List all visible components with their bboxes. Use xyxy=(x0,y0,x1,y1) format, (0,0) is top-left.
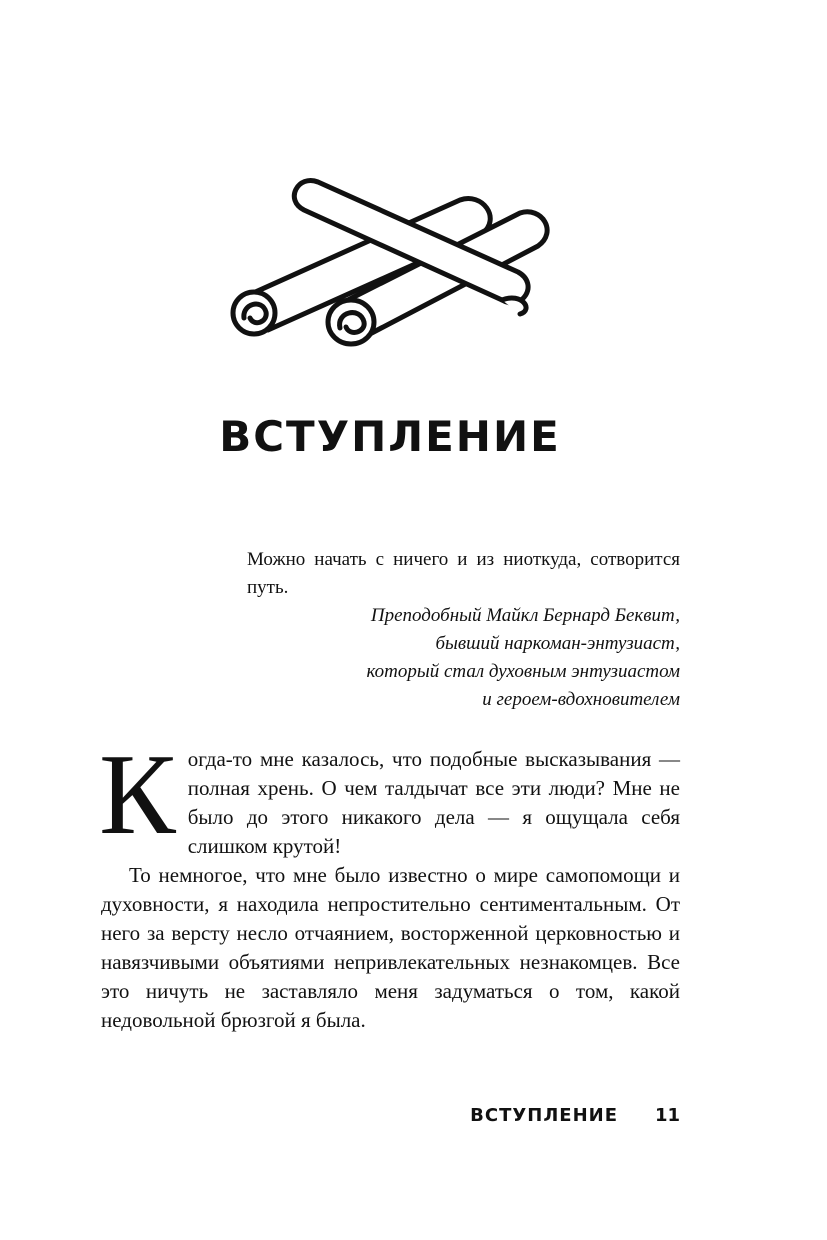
running-head: ВСТУПЛЕНИЕ xyxy=(470,1105,618,1126)
attribution-line: Преподобный Майкл Бернард Беквит, xyxy=(370,605,680,626)
attribution-line: и героем-вдохновителем xyxy=(482,689,680,710)
paragraph-text: огда-то мне казалось, что подобные высказывания — полная хрень. О чем талдычат все эти люди? Мне не было до этого никакого дела — я ощущала себя слишком крутой! xyxy=(187,747,680,858)
drop-cap: К xyxy=(99,731,176,858)
page-footer xyxy=(380,1105,680,1131)
attribution-line: который стал духовным энтузиастом xyxy=(366,661,680,682)
page-number: 11 xyxy=(654,1105,680,1126)
paragraph xyxy=(99,731,680,861)
paragraph: То немногое, что мне было известно о мире самопомощи и духовности, я находила непростительно сентиментальным. От него за версту несло отчаянием, восторженной церковностью и навязчивыми объятиями непривлекательных незнакомцев. Все это ничуть не заставляло меня задуматься о том, какой недовольной брюзгой я была. xyxy=(101,863,680,1032)
body-text xyxy=(99,731,680,1035)
epigraph xyxy=(247,546,680,714)
chapter-title: ВСТУПЛЕНИЕ xyxy=(219,412,561,461)
cinnamon-sticks-icon xyxy=(220,172,565,362)
epigraph-quote: Можно начать с ничего и из ниоткуда, сотворится путь. xyxy=(247,549,680,598)
epigraph-attribution xyxy=(247,602,680,714)
attribution-line: бывший наркоман-энтузиаст, xyxy=(435,633,680,654)
